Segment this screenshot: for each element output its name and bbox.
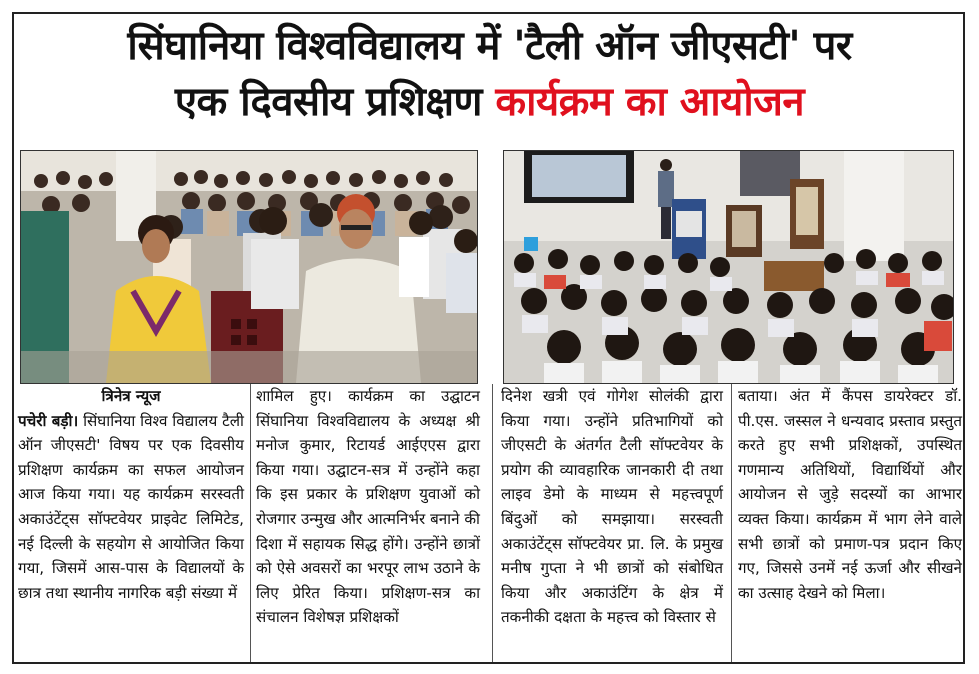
column-divider [250,384,251,662]
headline-red-part: कार्यक्रम का आयोजन [495,79,805,125]
column-2-text: शामिल हुए। कार्यक्रम का उद्घाटन सिंघानिया विश्वविद्यालय के अध्यक्ष श्री मनोज कुमार, रिटायर्ड आईएएस द्वारा किया गया। उद्घाटन-सत्र में उन्होंने कहा कि इस प्रकार के प्रशिक्षण युवाओं को रोजगार उन्मुख और आत्मनिर्भर बनाने की दिशा में सहायक सिद्ध होंगे। उन्होंने छात्रों को ऐसे अवसरों का भरपूर लाभ उठाने के लिए प्रेरित किया। प्रशिक्षण-सत्र का संचालन विशेषज्ञ प्रशिक्षकों [256,387,480,627]
column-divider [492,384,493,662]
lecture-hall-presentation-photo [503,150,954,384]
article-column-2 [256,384,480,630]
article-column-1 [18,384,244,605]
headline-line-1: सिंघानिया विश्वविद्यालय में 'टैली ऑन जीएसटी' पर [127,23,852,69]
seminar-audience-photo [20,150,478,384]
column-divider [731,384,732,662]
article-column-3 [501,384,723,630]
column-1-text: सिंघानिया विश्व विद्यालय टैली ऑन जीएसटी' विषय पर एक दिवसीय प्रशिक्षण कार्यक्रम का सफल आयोजन आज किया गया। यह कार्यक्रम सरस्वती अकाउंटेंट्स सॉफ्टवेयर प्राइवेट लिमिटेड, नई दिल्ली के सहयोग से आयोजित किया गया, जिसमें आस-पास के विद्यालयों के छात्र तथा स्थानीय नागरिक बड़ी संख्या में [18,411,244,602]
headline-black-part: एक दिवसीय प्रशिक्षण [174,79,496,125]
article-column-4 [738,384,962,605]
byline: त्रिनेत्र न्यूज [101,387,161,405]
column-3-text: दिनेश खत्री एवं गोगेश सोलंकी द्वारा किया गया। उन्होंने प्रतिभागियों को जीएसटी के अंतर्गत टैली सॉफ्टवेयर के प्रयोग की व्यावहारिक जानकारी दी तथा लाइव डेमो के माध्यम से महत्त्वपूर्ण बिंदुओं को समझाया। सरस्वती अकाउंटेंट्स सॉफ्टवेयर प्रा. लि. के प्रमुख मनीष गुप्ता ने भी छात्रों को संबोधित किया और अकाउंटिंग के क्षेत्र में तकनीकी दक्षता के महत्त्व को विस्तार से [501,387,723,627]
headline-line-2 [14,76,965,128]
dateline: पचेरी बड़ी। [18,411,79,430]
column-4-text: बताया। अंत में कैंपस डायरेक्टर डॉ. पी.एस. जस्सल ने धन्यवाद प्रस्ताव प्रस्तुत करते हुए सभी प्रशिक्षकों, उपस्थित गणमान्य अतिथियों, विद्यार्थियों और आयोजन से जुड़े सदस्यों का आभार व्यक्त किया। कार्यक्रम में भाग लेने वाले सभी छात्रों को प्रमाण-पत्र प्रदान किए गए, जिससे उनमें नई ऊर्जा और सीखने का उत्साह देखने को मिला। [738,387,962,602]
